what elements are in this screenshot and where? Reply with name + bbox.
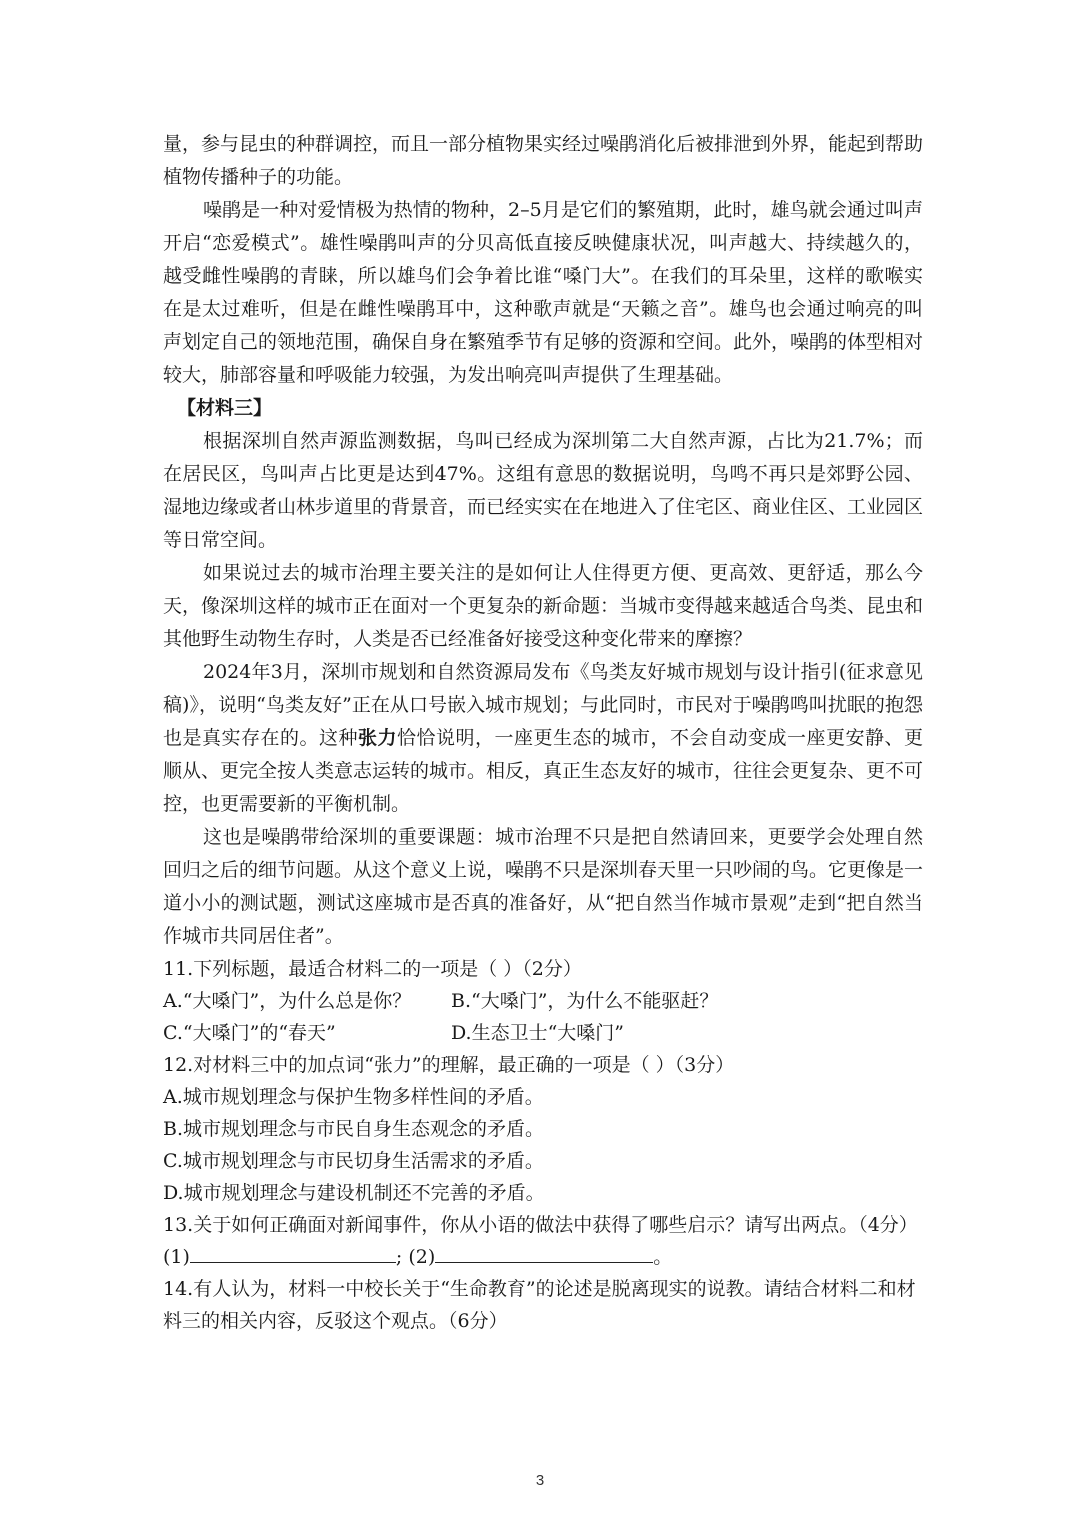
- q11-option-a: A.“大嗓门”，为什么总是你？: [163, 990, 412, 1012]
- question-12-stem: 12.对材料三中的加点词“张力”的理解，最正确的一项是（ ）（3分）: [163, 1054, 735, 1076]
- paragraph-cuckoo-mating: 噪鹃是一种对爱情极为热情的物种，2–5月是它们的繁殖期，此时，雄鸟就会通过叫声开启“恋爱模式”。雄性噪鹃叫声的分贝高低直接反映健康状况，叫声越大、持续越久的，越受雌性噪鹃的青睐，所以雄鸟们会争着比谁“嗓门大”。在我们的耳朵里，这样的歌喉实在是太过难听，但是在雌性噪鹃耳中，这种歌声就是“天籁之音”。雄鸟也会通过响亮的叫声划定自己的领地范围，确保自身在繁殖季节有足够的资源和空间。此外，噪鹃的体型相对较大，肺部容量和呼吸能力较强，为发出响亮叫声提供了生理基础。: [163, 199, 924, 386]
- q13-end-mark: 。: [653, 1246, 673, 1268]
- q12-option-d: D.城市规划理念与建设机制还不完善的矛盾。: [163, 1182, 545, 1204]
- paragraph-bird-friendly-plan: [163, 656, 923, 821]
- question-14-stem: 14.有人认为，材料一中校长关于“生命教育”的论述是脱离现实的说教。请结合材料二和材料三的相关内容，反驳这个观点。（6分）: [163, 1278, 916, 1332]
- q12-option-c: C.城市规划理念与市民切身生活需求的矛盾。: [163, 1150, 544, 1172]
- question-11-options-row1: [163, 985, 923, 1017]
- q11-option-d: D.生态卫士“大嗓门”: [451, 1022, 625, 1044]
- q11-option-c: C.“大嗓门”的“春天”: [163, 1022, 336, 1044]
- question-11-stem: 11.下列标题，最适合材料二的一项是（ ）（2分）: [163, 958, 582, 980]
- paragraph-cuckoo-lesson: 这也是噪鹃带给深圳的重要课题：城市治理不只是把自然请回来，更要学会处理自然回归之后的细节问题。从这个意义上说，噪鹃不只是深圳春天里一只吵闹的鸟。它更像是一道小小的测试题，测试这座城市是否真的准备好，从“把自然当作城市景观”走到“把自然当作城市共同居住者”。: [163, 826, 924, 947]
- q11-option-b: B.“大嗓门”，为什么不能驱赶？: [451, 990, 719, 1012]
- p3-keyword-tension: 张力: [358, 727, 397, 749]
- document-page: [163, 128, 923, 1337]
- paragraph-urban-governance: 如果说过去的城市治理主要关注的是如何让人住得更方便、更高效、更舒适，那么今天，像深圳这样的城市正在面对一个更复杂的新命题：当城市变得越来越适合鸟类、昆虫和其他野生动物生存时，人类是否已经准备好接受这种变化带来的摩擦？: [163, 562, 924, 650]
- q13-answer-blank-1[interactable]: [190, 1242, 396, 1263]
- p3-text-before: 2024年3月，深圳市规划和自然资源局发布《鸟类友好城市规划与设计指引(征求意见稿)》，说明“鸟类友好”正在从口号嵌入城市规划；与此同时，市民对于噪鹃鸣叫扰眠的抱怨也是真实存在的。这种: [163, 661, 923, 749]
- question-11-options-row2: [163, 1017, 923, 1049]
- paragraph-continuation: 量，参与昆虫的种群调控，而且一部分植物果实经过噪鹃消化后被排泄到外界，能起到帮助植物传播种子的功能。: [163, 133, 924, 188]
- q13-answer-blank-2[interactable]: [435, 1242, 653, 1263]
- page-number: 3: [535, 1472, 545, 1489]
- q12-option-a: A.城市规划理念与保护生物多样性间的矛盾。: [163, 1086, 544, 1108]
- question-13-answer-line: [163, 1241, 923, 1273]
- p3-text-after: 恰恰说明，一座更生态的城市，不会自动变成一座更安静、更顺从、更完全按人类意志运转的城市。相反，真正生态友好的城市，往往会更复杂、更不可控，也更需要新的平衡机制。: [163, 727, 924, 815]
- q13-label-1: (1): [163, 1246, 190, 1268]
- q12-option-b: B.城市规划理念与市民自身生态观念的矛盾。: [163, 1118, 545, 1140]
- question-13-stem: 13.关于如何正确面对新闻事件，你从小语的做法中获得了哪些启示？请写出两点。（4分）: [163, 1214, 918, 1236]
- q13-separator: ; (2): [395, 1246, 436, 1268]
- paragraph-sound-data: 根据深圳自然声源监测数据，鸟叫已经成为深圳第二大自然声源，占比为21.7%；而在居民区，鸟叫声占比更是达到47%。这组有意思的数据说明，鸟鸣不再只是郊野公园、湿地边缘或者山林步道里的背景音，而已经实实在在地进入了住宅区、商业住区、工业园区等日常空间。: [163, 430, 924, 551]
- section-heading-material-3: 【材料三】: [177, 397, 273, 419]
